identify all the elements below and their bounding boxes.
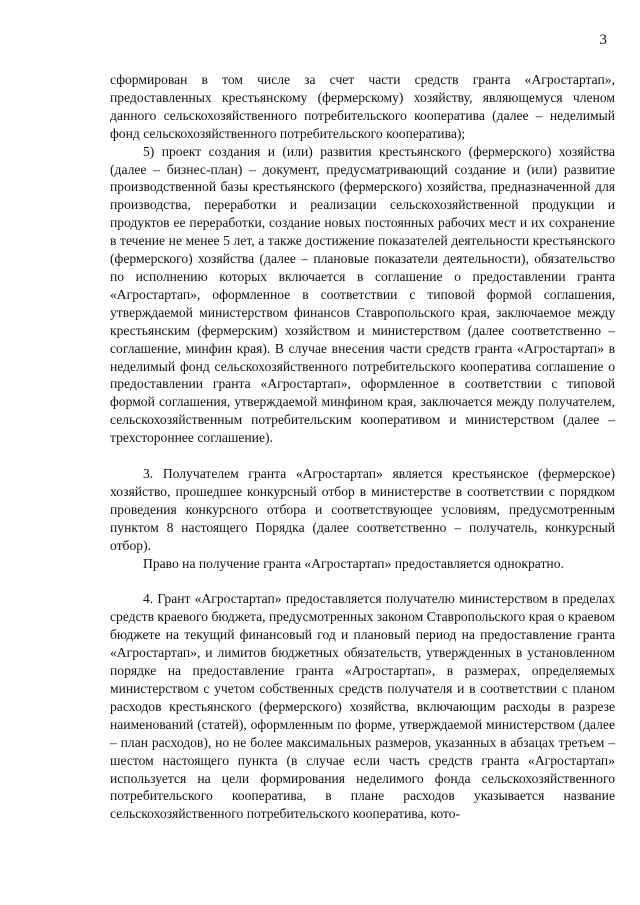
paragraph-continuation: сформирован в том числе за счет части средств гранта «Агростартап», предоставленных крестьянскому (фермерскому) хозяйству, являющемуся членом данного сельскохозяйственного потребительского кооператива (далее – неделимый фонд сельскохозяйственного потребительского кооператива);	[110, 72, 615, 141]
paragraph-section-4: 4. Грант «Агростартап» предоставляется получателю министерством в пределах средств краевого бюджета, предусмотренных законом Ставропольского края о краевом бюджете на текущий финансовый год и плановый период на предоставление гранта «Агростартап», и лимитов бюджетных обязательств, утвержденных в установленном порядке на предоставление гранта «Агростартап», в размерах, определяемых министерством с учетом собственных средств получателя и в соответствии с планом расходов крестьянского (фермерского) хозяйства, включающим расходы в разрезе наименований (статей), оформленным по форме, утверждаемой министерством (далее – план расходов), но не более максимальных размеров, указанных в абзацах третьем – шестом настоящего пункта (в случае если часть средств гранта «Агростартап» используется на цели формирования неделимого фонда сельскохозяйственного потребительского кооператива, в плане расходов указывается название сельскохозяйственного потребительского кооператива, кото-	[110, 591, 615, 822]
page-number: 3	[599, 32, 607, 48]
paragraph-one-time-right: Право на получение гранта «Агростартап» предоставляется однократно.	[143, 555, 564, 571]
paragraph-business-plan-definition: 5) проект создания и (или) развития крестьянского (фермерского) хозяйства (далее – бизнес-план) – документ, предусматривающий создание и (или) развитие производственной базы крестьянского (фермерского) хозяйства, предназначенной для производства, переработки и реализации сельскохозяйственной продукции и продуктов ее переработки, создание новых постоянных рабочих мест и их сохранение в течение не менее 5 лет, а также достижение показателей деятельности крестьянского (фермерского) хозяйства (далее – плановые показатели деятельности), обязательство по исполнению которых включается в соглашение о предоставлении гранта «Агростартап», оформленное в соответствии с типовой формой соглашения, утверждаемой министерством финансов Ставропольского края, заключаемое между крестьянским (фермерским) хозяйством и министерством (далее соответственно – соглашение, минфин края). В случае внесения части средств гранта «Агростартап» в неделимый фонд сельскохозяйственного потребительского кооператива соглашение о предоставлении гранта «Агростартап», оформленное в соответствии с типовой формой соглашения, утверждаемой минфином края, заключается между получателем, сельскохозяйственным потребительским кооперативом и министерством (далее – трехстороннее соглашение).	[110, 143, 615, 446]
document-body	[110, 71, 615, 823]
paragraph-section-3: 3. Получателем гранта «Агростартап» является крестьянское (фермерское) хозяйство, прошедшее конкурсный отбор в министерстве в соответствии с порядком проведения конкурсного отбора и соответствующее условиям, предусмотренным пунктом 8 настоящего Порядка (далее соответственно – получатель, конкурсный отбор).	[110, 466, 615, 553]
